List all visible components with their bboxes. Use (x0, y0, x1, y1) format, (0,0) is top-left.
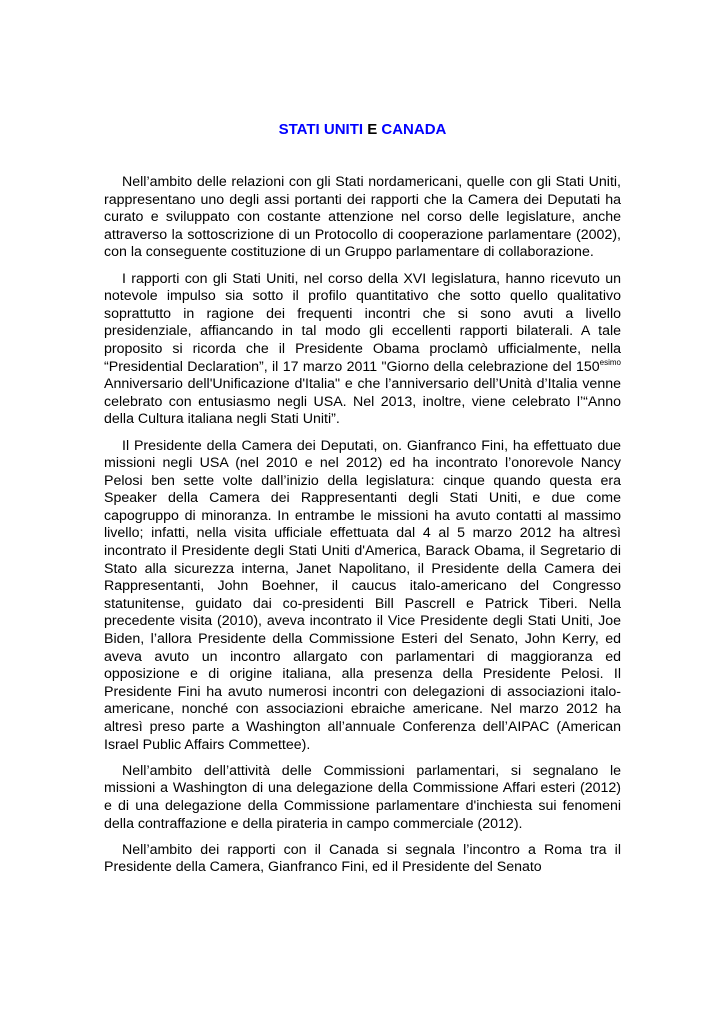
paragraph-usa-relations (104, 271, 621, 429)
paragraph-canada: Nell’ambito dei rapporti con il Canada si segnala l’incontro a Roma tra il Presidente della Camera, Gianfranco Fini, ed il Presidente del Senato (104, 841, 621, 876)
paragraph-intro: Nell’ambito delle relazioni con gli Stati nordamericani, quelle con gli Stati Uniti, rappresentano uno degli assi portanti dei rapporti che la Camera dei Deputati ha curato e sviluppato con costante attenzione nel corso delle legislature, anche attraverso la sottoscrizione di un Protocollo di cooperazione parlamentare (2002), con la conseguente costituzione di un Gruppo parlamentare di collaborazione. (104, 174, 621, 261)
page-title (104, 121, 621, 139)
paragraph-usa-relations-text-a: I rapporti con gli Stati Uniti, nel corso della XVI legislatura, hanno ricevuto un notevole impulso sia sotto il profilo quantitativo che sotto quello qualitativo soprattutto in ragione dei frequenti incontri che si sono avuti a livello presidenziale, affiancando in tal modo gli eccellenti rapporti bilaterali. A tale proposito si ricorda che il Presidente Obama proclamò ufficialmente, nella “Presidential Declaration”, il 17 marzo 2011 "Giorno della celebrazione del 150 (104, 270, 621, 375)
title-part-stati-uniti: STATI UNITI (278, 121, 364, 138)
paragraph-commissions: Nell’ambito dell’attività delle Commissioni parlamentari, si segnalano le missioni a Washington di una delegazione della Commissione Affari esteri (2012) e di una delegazione della Commissione parlamentare d'inchiesta sui fenomeni della contraffazione e della pirateria in campo commerciale (2012). (104, 762, 621, 832)
title-part-canada: CANADA (381, 121, 447, 138)
paragraph-president-missions: Il Presidente della Camera dei Deputati, on. Gianfranco Fini, ha effettuato due missioni negli USA (nel 2010 e nel 2012) ed ha incontrato l’onorevole Nancy Pelosi ben sette volte dall’inizio della legislatura: cinque quando questa era Speaker della Camera dei Rappresentanti degli Stati Uniti, e due come capogruppo di minoranza. In entrambe le missioni ha avuto contatti al massimo livello; infatti, nella visita ufficiale effettuata dal 4 al 5 marzo 2012 ha altresì incontrato il Presidente degli Stati Uniti d'America, Barack Obama, il Segretario di Stato alla sicurezza interna, Janet Napolitano, il Presidente della Camera dei Rappresentanti, John Boehner, il caucus italo-americano del Congresso statunitense, guidato dai co-presidenti Bill Pascrell e Patrick Tiberi. Nella precedente visita (2010), aveva incontrato il Vice Presidente degli Stati Uniti, Joe Biden, l’allora Presidente della Commissione Esteri del Senato, John Kerry, ed aveva avuto un incontro allargato con parlamentari di maggioranza ed opposizione e di origine italiana, alla presenza della Presidente Pelosi. Il Presidente Fini ha avuto numerosi incontri con delegazioni di associazioni italo-americane, nonché con associazioni ebraiche americane. Nel marzo 2012 ha altresì preso parte a Washington all’annuale Conferenza dell’AIPAC (American Israel Public Affairs Commettee). (104, 437, 621, 753)
title-connector: E (363, 121, 382, 138)
superscript-esimo: esimo (599, 357, 621, 367)
paragraph-usa-relations-text-b: Anniversario dell'Unificazione d'Italia" e che l’anniversario dell’Unità d’Italia venne celebrato con entusiasmo negli USA. Nel 2013, inoltre, viene celebrato l’“Anno della Cultura italiana negli Stati Uniti”. (104, 376, 621, 428)
document-body (104, 174, 621, 886)
